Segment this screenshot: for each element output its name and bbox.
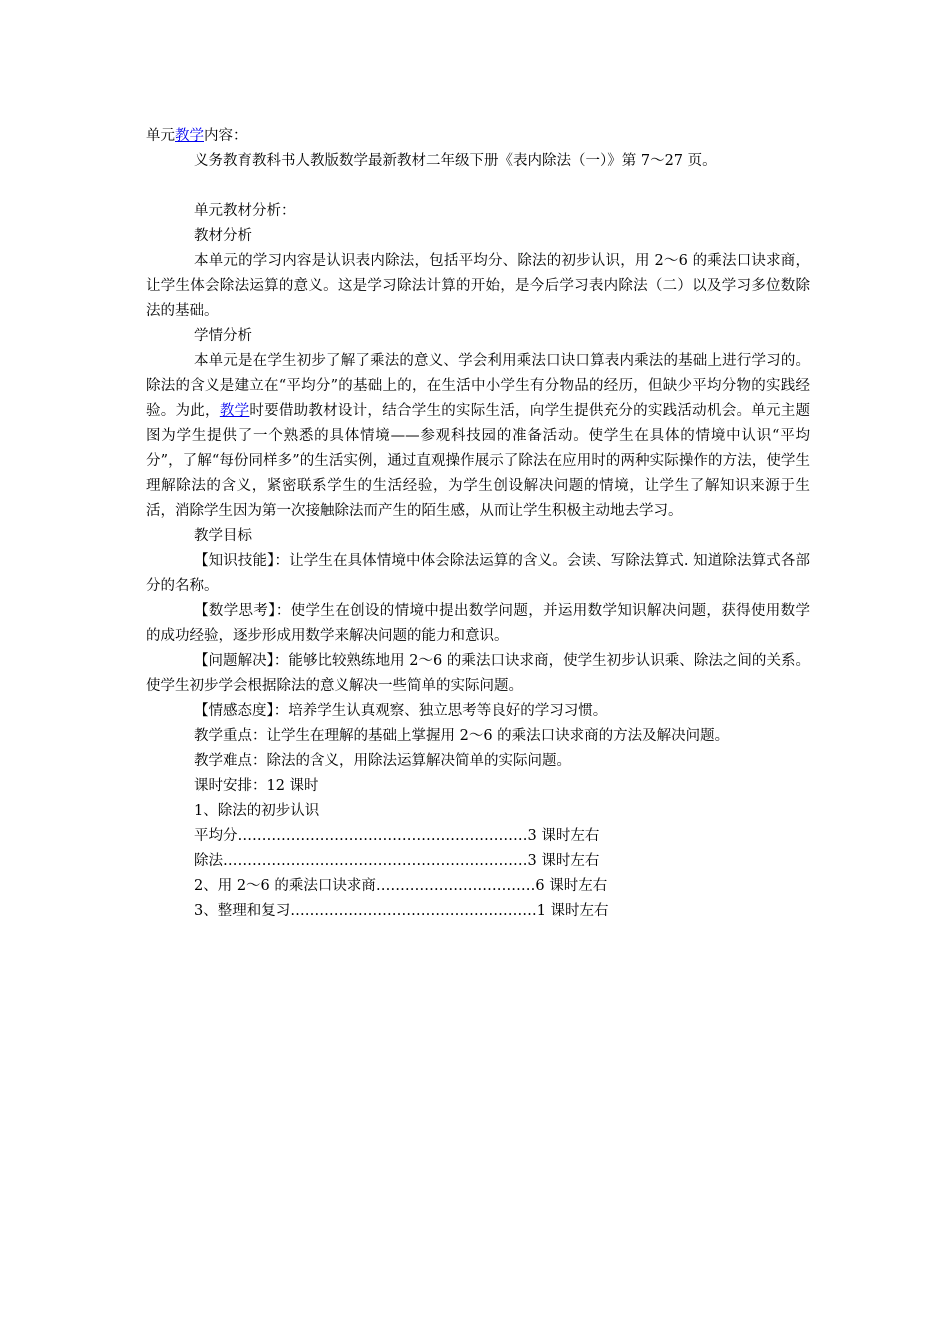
teaching-link-inline[interactable]: 教学 [219, 403, 250, 419]
goal-math-thinking: 【数学思考】：使学生在创设的情境中提出数学问题，并运用数学知识解决问题，获得使用数学的成功经验，逐步形成用数学来解决问题的能力和意识。 [146, 603, 810, 644]
unit-content-title [146, 124, 810, 149]
teaching-link[interactable]: 教学 [175, 128, 204, 144]
goal-problem-solving: 【问题解决】：能够比较熟练地用 2～6 的乘法口诀求商，使学生初步认识乘、除法之间的关系。使学生初步学会根据除法的意义解决一些简单的实际问题。 [146, 653, 810, 694]
student-paragraph [146, 349, 810, 524]
difficulty: 教学难点：除法的含义，用除法运算解决简单的实际问题。 [194, 753, 571, 769]
blank-line [146, 174, 810, 199]
lesson-item: 3、整理和复习……………………………………………1 课时左右 [194, 903, 609, 919]
title-text-end: 内容： [204, 128, 248, 144]
analysis-heading: 单元教材分析： [194, 203, 296, 219]
content-line: 义务教育教科书人教版数学最新教材二年级下册《表内除法（一）》第 7～27 页。 [194, 153, 717, 169]
student-paragraph-text: 本单元是在学生初步了解了乘法的意义、学会利用乘法口诀口算表内乘法的基础上进行学习的。除法的含义是建立在“平均分”的基础上的，在生活中小学生有分物品的经历，但缺少平均分物的实践经验。为此， [146, 353, 810, 419]
material-heading: 教材分析 [194, 228, 252, 244]
goals-heading: 教学目标 [194, 528, 252, 544]
title-text: 单元 [146, 128, 175, 144]
lesson-item: 除法………………………………………………………3 课时左右 [194, 853, 600, 869]
goal-knowledge: 【知识技能】：让学生在具体情境中体会除法运算的含义。会读、写除法算式. 知道除法算式各部分的名称。 [146, 553, 810, 594]
lesson-item: 1、除法的初步认识 [194, 803, 320, 819]
schedule: 课时安排：12 课时 [194, 778, 319, 794]
key-point: 教学重点：让学生在理解的基础上掌握用 2～6 的乘法口诀求商的方法及解决问题。 [194, 728, 730, 744]
student-paragraph-text-end: 时要借助教材设计，结合学生的实际生活，向学生提供充分的实践活动机会。单元主题图为学生提供了一个熟悉的具体情境——参观科技园的准备活动。使学生在具体的情境中认识“平均分”，了解“每份同样多”的生活实例，通过直观操作展示了除法在应用时的两种实际操作的方法，使学生理解除法的含义，紧密联系学生的生活经验，为学生创设解决问题的情境，让学生了解知识来源于生活，消除学生因为第一次接触除法而产生的陌生感，从而让学生积极主动地去学习。 [146, 403, 811, 519]
goal-attitude: 【情感态度】：培养学生认真观察、独立思考等良好的学习习惯。 [194, 703, 608, 719]
lesson-item: 平均分……………………………………………………3 课时左右 [194, 828, 600, 844]
lesson-item: 2、用 2～6 的乘法口诀求商……………………………6 课时左右 [194, 878, 608, 894]
material-paragraph: 本单元的学习内容是认识表内除法，包括平均分、除法的初步认识，用 2～6 的乘法口诀求商，让学生体会除法运算的意义。这是学习除法计算的开始，是今后学习表内除法（二）以及学习多位数除法的基础。 [146, 253, 810, 319]
document-page [146, 124, 810, 924]
student-heading: 学情分析 [194, 328, 252, 344]
